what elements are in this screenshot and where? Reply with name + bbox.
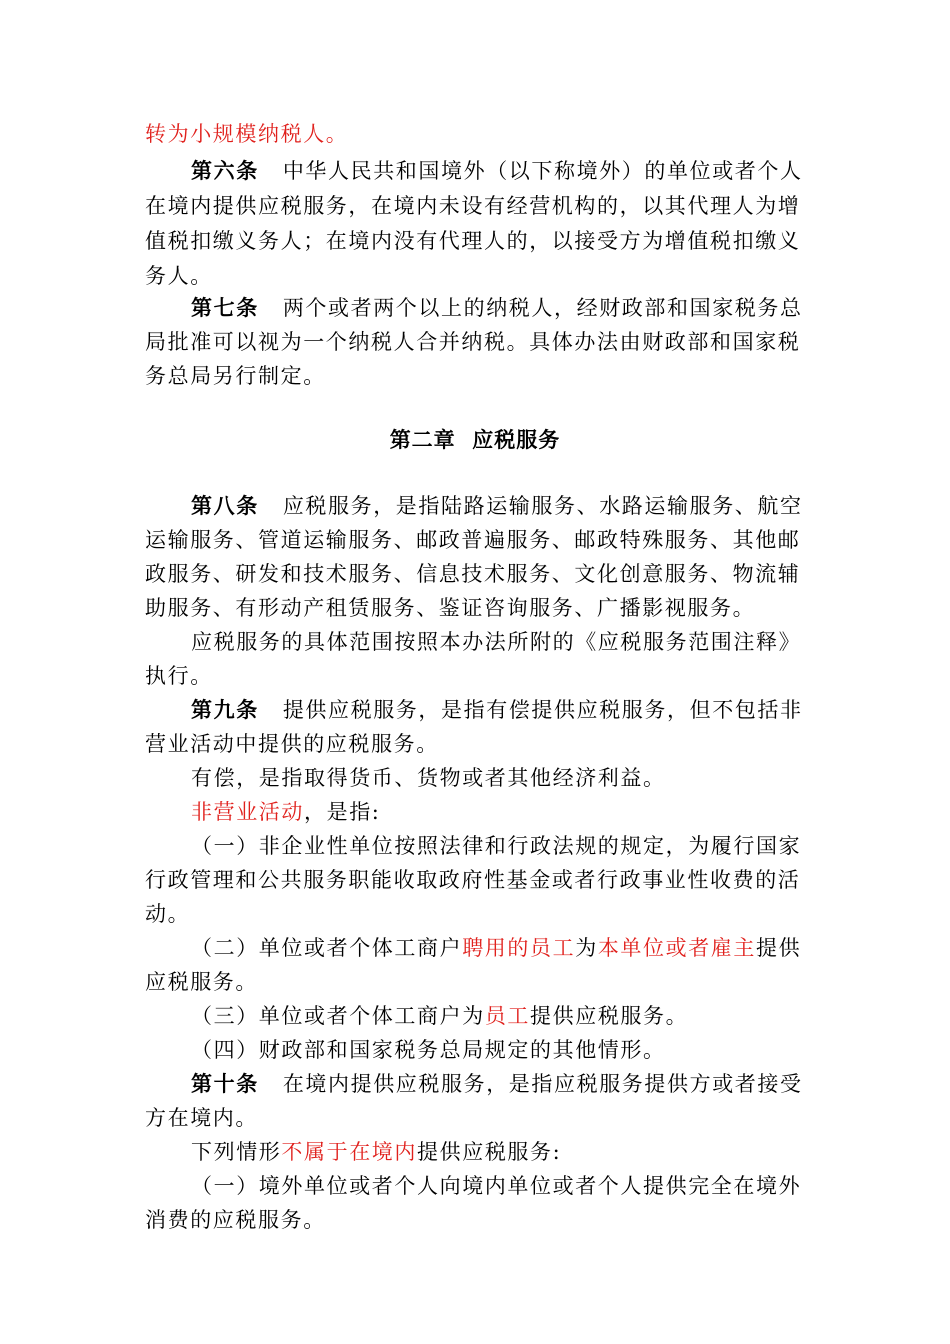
article-7-line-3: 务总局另行制定。 <box>145 364 326 388</box>
article-label: 第九条 <box>191 698 259 722</box>
article-10-line-2: 方在境内。 <box>145 1106 258 1130</box>
article-label: 第六条 <box>191 159 259 183</box>
article-8-line-4: 助服务、有形动产租赁服务、鉴证咨询服务、广播影视服务。 <box>145 596 756 620</box>
article-10-item-1: （一）境外单位或者个人向境内单位或者个人提供完全在境外 <box>191 1174 802 1198</box>
article-9-item-1: （一）非企业性单位按照法律和行政法规的规定，为履行国家 <box>191 834 802 858</box>
chapter-heading: 第二章 应税服务 <box>389 428 561 452</box>
article-9-item-3: （三）单位或者个体工商户为员工提供应税服务。 <box>191 1004 689 1028</box>
article-6-line-3: 值税扣缴义务人；在境内没有代理人的，以接受方为增值税扣缴义 <box>145 229 801 253</box>
article-8-para-2: 应税服务的具体范围按照本办法所附的《应税服务范围注释》 <box>191 630 802 654</box>
article-8-line-3: 政服务、研发和技术服务、信息技术服务、文化创意服务、物流辅 <box>145 562 801 586</box>
article-6: 第六条 中华人民共和国境外（以下称境外）的单位或者个人 <box>191 159 803 183</box>
article-8-para-2-line-2: 执行。 <box>145 664 213 688</box>
article-10-para-2: 下列情形不属于在境内提供应税服务: <box>191 1140 562 1164</box>
article-8: 第八条 应税服务，是指陆路运输服务、水路运输服务、航空 <box>191 494 803 518</box>
article-8-line-2: 运输服务、管道运输服务、邮政普遍服务、邮政特殊服务、其他邮 <box>145 528 801 552</box>
article-9-para-2: 有偿，是指取得货币、货物或者其他经济利益。 <box>191 766 666 790</box>
article-9-line-2: 营业活动中提供的应税服务。 <box>145 732 439 756</box>
article-9-para-3: 非营业活动，是指: <box>191 800 381 824</box>
article-9-item-2: （二）单位或者个体工商户聘用的员工为本单位或者雇主提供 <box>191 936 802 960</box>
article-7: 第七条 两个或者两个以上的纳税人，经财政部和国家税务总 <box>191 296 803 320</box>
article-10-item-1-line-2: 消费的应税服务。 <box>145 1208 326 1232</box>
article-6-line-4: 务人。 <box>145 264 213 288</box>
article-label: 第八条 <box>191 494 259 518</box>
line-continuation: 转为小规模纳税人。 <box>145 122 349 146</box>
article-7-line-2: 局批准可以视为一个纳税人合并纳税。具体办法由财政部和国家税 <box>145 330 801 354</box>
article-label: 第十条 <box>191 1072 259 1096</box>
article-9-item-2-line-2: 应税服务。 <box>145 970 258 994</box>
article-9-item-1-line-3: 动。 <box>145 902 191 926</box>
article-10: 第十条 在境内提供应税服务，是指应税服务提供方或者接受 <box>191 1072 803 1096</box>
article-9-item-4: （四）财政部和国家税务总局规定的其他情形。 <box>191 1038 666 1062</box>
article-9-item-1-line-2: 行政管理和公共服务职能收取政府性基金或者行政事业性收费的活 <box>145 868 801 892</box>
article-6-line-2: 在境内提供应税服务，在境内未设有经营机构的，以其代理人为增 <box>145 194 801 218</box>
article-9: 第九条 提供应税服务，是指有偿提供应税服务，但不包括非 <box>191 698 803 722</box>
article-label: 第七条 <box>191 296 259 320</box>
